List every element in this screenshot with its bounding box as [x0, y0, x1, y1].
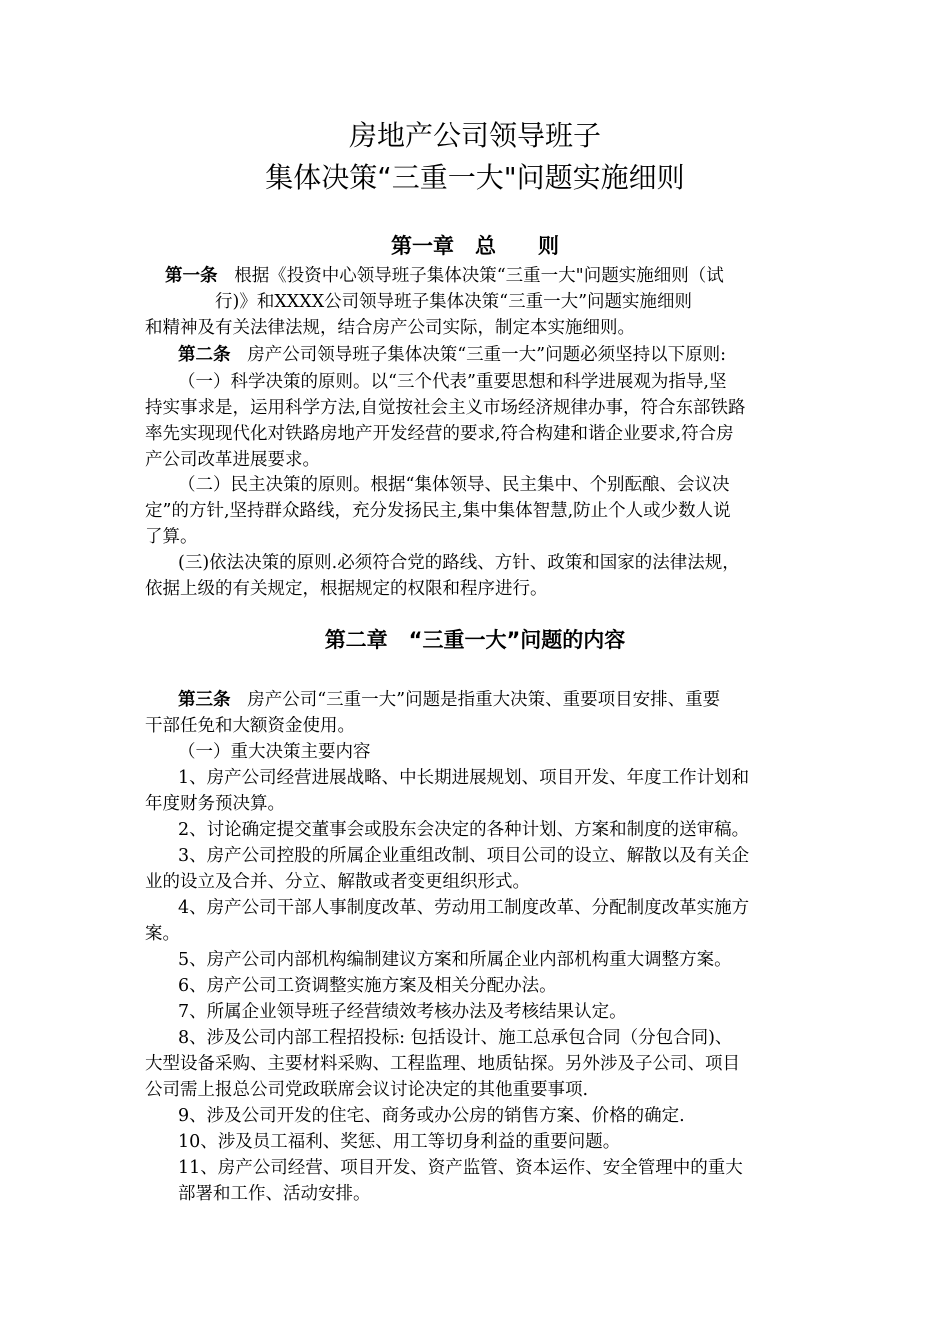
chapter1-heading: 第一章 总 则 [391, 234, 559, 258]
principle1-line1: （一）科学决策的原则。以“三个代表”重要思想和科学进展观为指导,坚 [178, 372, 727, 392]
article1-label: 第一条 [165, 266, 218, 286]
document-title-line1: 房地产公司领导班子 [348, 119, 601, 152]
principle1-line3: 率先实现现代化对铁路房地产开发经营的要求,符合构建和谐企业要求,符合房 [145, 424, 734, 444]
list-item-7: 7、所属企业领导班子经营绩效考核办法及考核结果认定。 [178, 1002, 627, 1022]
list-item-9: 9、涉及公司开发的住宅、商务或办公房的销售方案、价格的确定. [178, 1106, 685, 1126]
article3-label: 第三条 [178, 690, 231, 710]
article2-text1: 房产公司领导班子集体决策“三重一大”问题必须坚持以下原则: [247, 345, 726, 365]
list-item-2: 2、讨论确定提交董事会或股东会决定的各种计划、方案和制度的送审稿。 [178, 820, 750, 840]
list-item-1-line1: 1、房产公司经营进展战略、中长期进展规划、项目开发、年度工作计划和 [178, 768, 750, 788]
list-item-3-line2: 业的设立及合并、分立、解散或者变更组织形式。 [145, 872, 530, 892]
article1-line1 [165, 264, 724, 288]
article3-line1 [178, 688, 720, 712]
list-item-10: 10、涉及员工福利、奖惩、用工等切身利益的重要问题。 [178, 1132, 621, 1152]
list-item-8-line1: 8、涉及公司内部工程招投标: 包括设计、施工总承包合同（分包合同)、 [178, 1028, 733, 1048]
principle2-line3: 了算。 [145, 527, 198, 547]
list-item-11-line2: 部署和工作、活动安排。 [178, 1184, 371, 1204]
article1-line3: 和精神及有关法律法规，结合房产公司实际，制定本实施细则。 [145, 318, 635, 338]
article3-text1: 房产公司“三重一大”问题是指重大决策、重要项目安排、重要 [247, 690, 721, 710]
list-item-8-line2: 大型设备采购、主要材料采购、工程监理、地质钻探。另外涉及子公司、项目 [145, 1054, 740, 1074]
article1-line2: 行)》和XXXX公司领导班子集体决策“三重一大”问题实施细则 [215, 292, 693, 312]
article2-line1 [178, 343, 726, 367]
chapter2-heading: 第二章 “三重一大”问题的内容 [324, 628, 626, 652]
principle3-line1: (三)依法决策的原则.必须符合党的路线、方针、政策和国家的法律法规， [178, 553, 740, 573]
principle2-line2: 定”的方针,坚持群众路线，充分发扬民主,集中集体智慧,防止个人或少数人说 [145, 501, 731, 521]
list-item-3-line1: 3、房产公司控股的所属企业重组改制、项目公司的设立、解散以及有关企 [178, 846, 750, 866]
principle2-line1: （二）民主决策的原则。根据“集体领导、民主集中、个别酝酿、会议决 [178, 475, 730, 495]
document-title-line2: 集体决策“三重一大"问题实施细则 [265, 161, 685, 194]
list-item-1-line2: 年度财务预决算。 [145, 794, 285, 814]
principle1-line4: 产公司改革进展要求。 [145, 450, 320, 470]
major-decisions-subheading: （一）重大决策主要内容 [178, 742, 371, 762]
list-item-11-line1: 11、房产公司经营、项目开发、资产监管、资本运作、安全管理中的重大 [178, 1158, 743, 1178]
article3-line2: 干部任免和大额资金使用。 [145, 716, 355, 736]
list-item-8-line3: 公司需上报总公司党政联席会议讨论决定的其他重要事项. [145, 1080, 589, 1100]
article1-text1: 根据《投资中心领导班子集体决策“三重一大"问题实施细则（试 [234, 266, 724, 286]
list-item-4-line2: 案。 [145, 924, 180, 944]
article2-label: 第二条 [178, 345, 231, 365]
list-item-5: 5、房产公司内部机构编制建议方案和所属企业内部机构重大调整方案。 [178, 950, 732, 970]
principle1-line2: 持实事求是，运用科学方法,自觉按社会主义市场经济规律办事，符合东部铁路 [145, 398, 746, 418]
principle3-line2: 依据上级的有关规定，根据规定的权限和程序进行。 [145, 579, 548, 599]
list-item-4-line1: 4、房产公司干部人事制度改革、劳动用工制度改革、分配制度改革实施方 [178, 898, 750, 918]
list-item-6: 6、房产公司工资调整实施方案及相关分配办法。 [178, 976, 557, 996]
